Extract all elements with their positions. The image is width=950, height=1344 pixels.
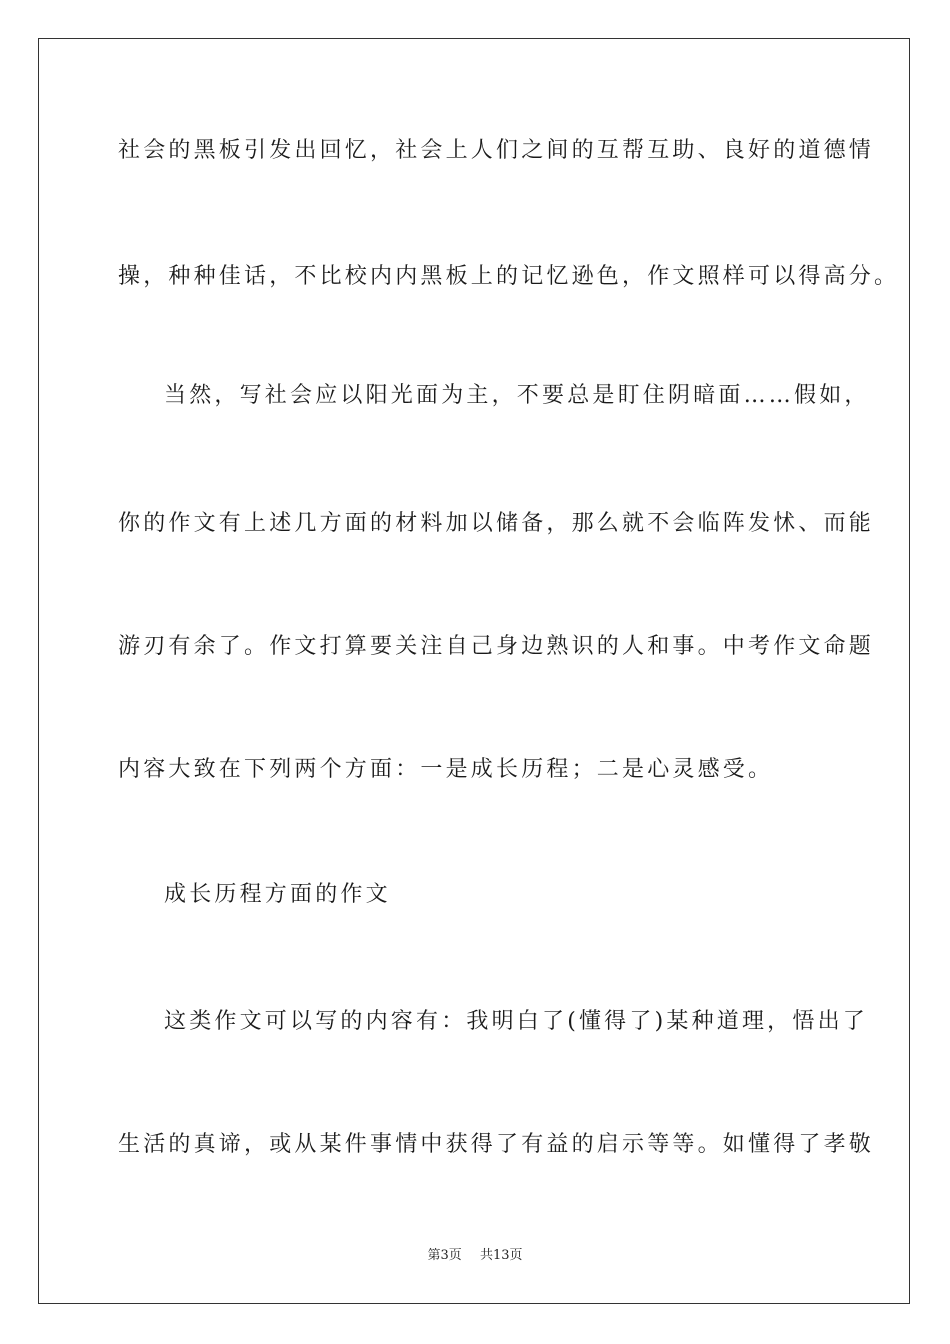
text-line: 社会的黑板引发出回忆，社会上人们之间的互帮互助、良好的道德情 xyxy=(118,138,875,163)
page-footer xyxy=(0,1248,950,1264)
text-line: 你的作文有上述几方面的材料加以储备，那么就不会临阵发怵、而能 xyxy=(118,511,875,536)
text-line: 操，种种佳话，不比校内内黑板上的记忆逊色，作文照样可以得高分。 xyxy=(118,264,900,289)
page-number: 第3页 xyxy=(427,1248,462,1263)
text-line: 游刃有余了。作文打算要关注自己身边熟识的人和事。中考作文命题 xyxy=(118,634,875,659)
section-heading: 成长历程方面的作文 xyxy=(164,882,391,907)
page-border xyxy=(38,38,910,1304)
text-line: 生活的真谛，或从某件事情中获得了有益的启示等等。如懂得了孝敬 xyxy=(118,1132,875,1157)
page-total: 共13页 xyxy=(479,1248,523,1263)
text-line: 内容大致在下列两个方面：一是成长历程；二是心灵感受。 xyxy=(118,757,774,782)
paragraph-start-line: 这类作文可以写的内容有：我明白了(懂得了)某种道理，悟出了 xyxy=(164,1009,868,1034)
paragraph-start-line: 当然，写社会应以阳光面为主，不要总是盯住阴暗面……假如， xyxy=(164,383,870,408)
